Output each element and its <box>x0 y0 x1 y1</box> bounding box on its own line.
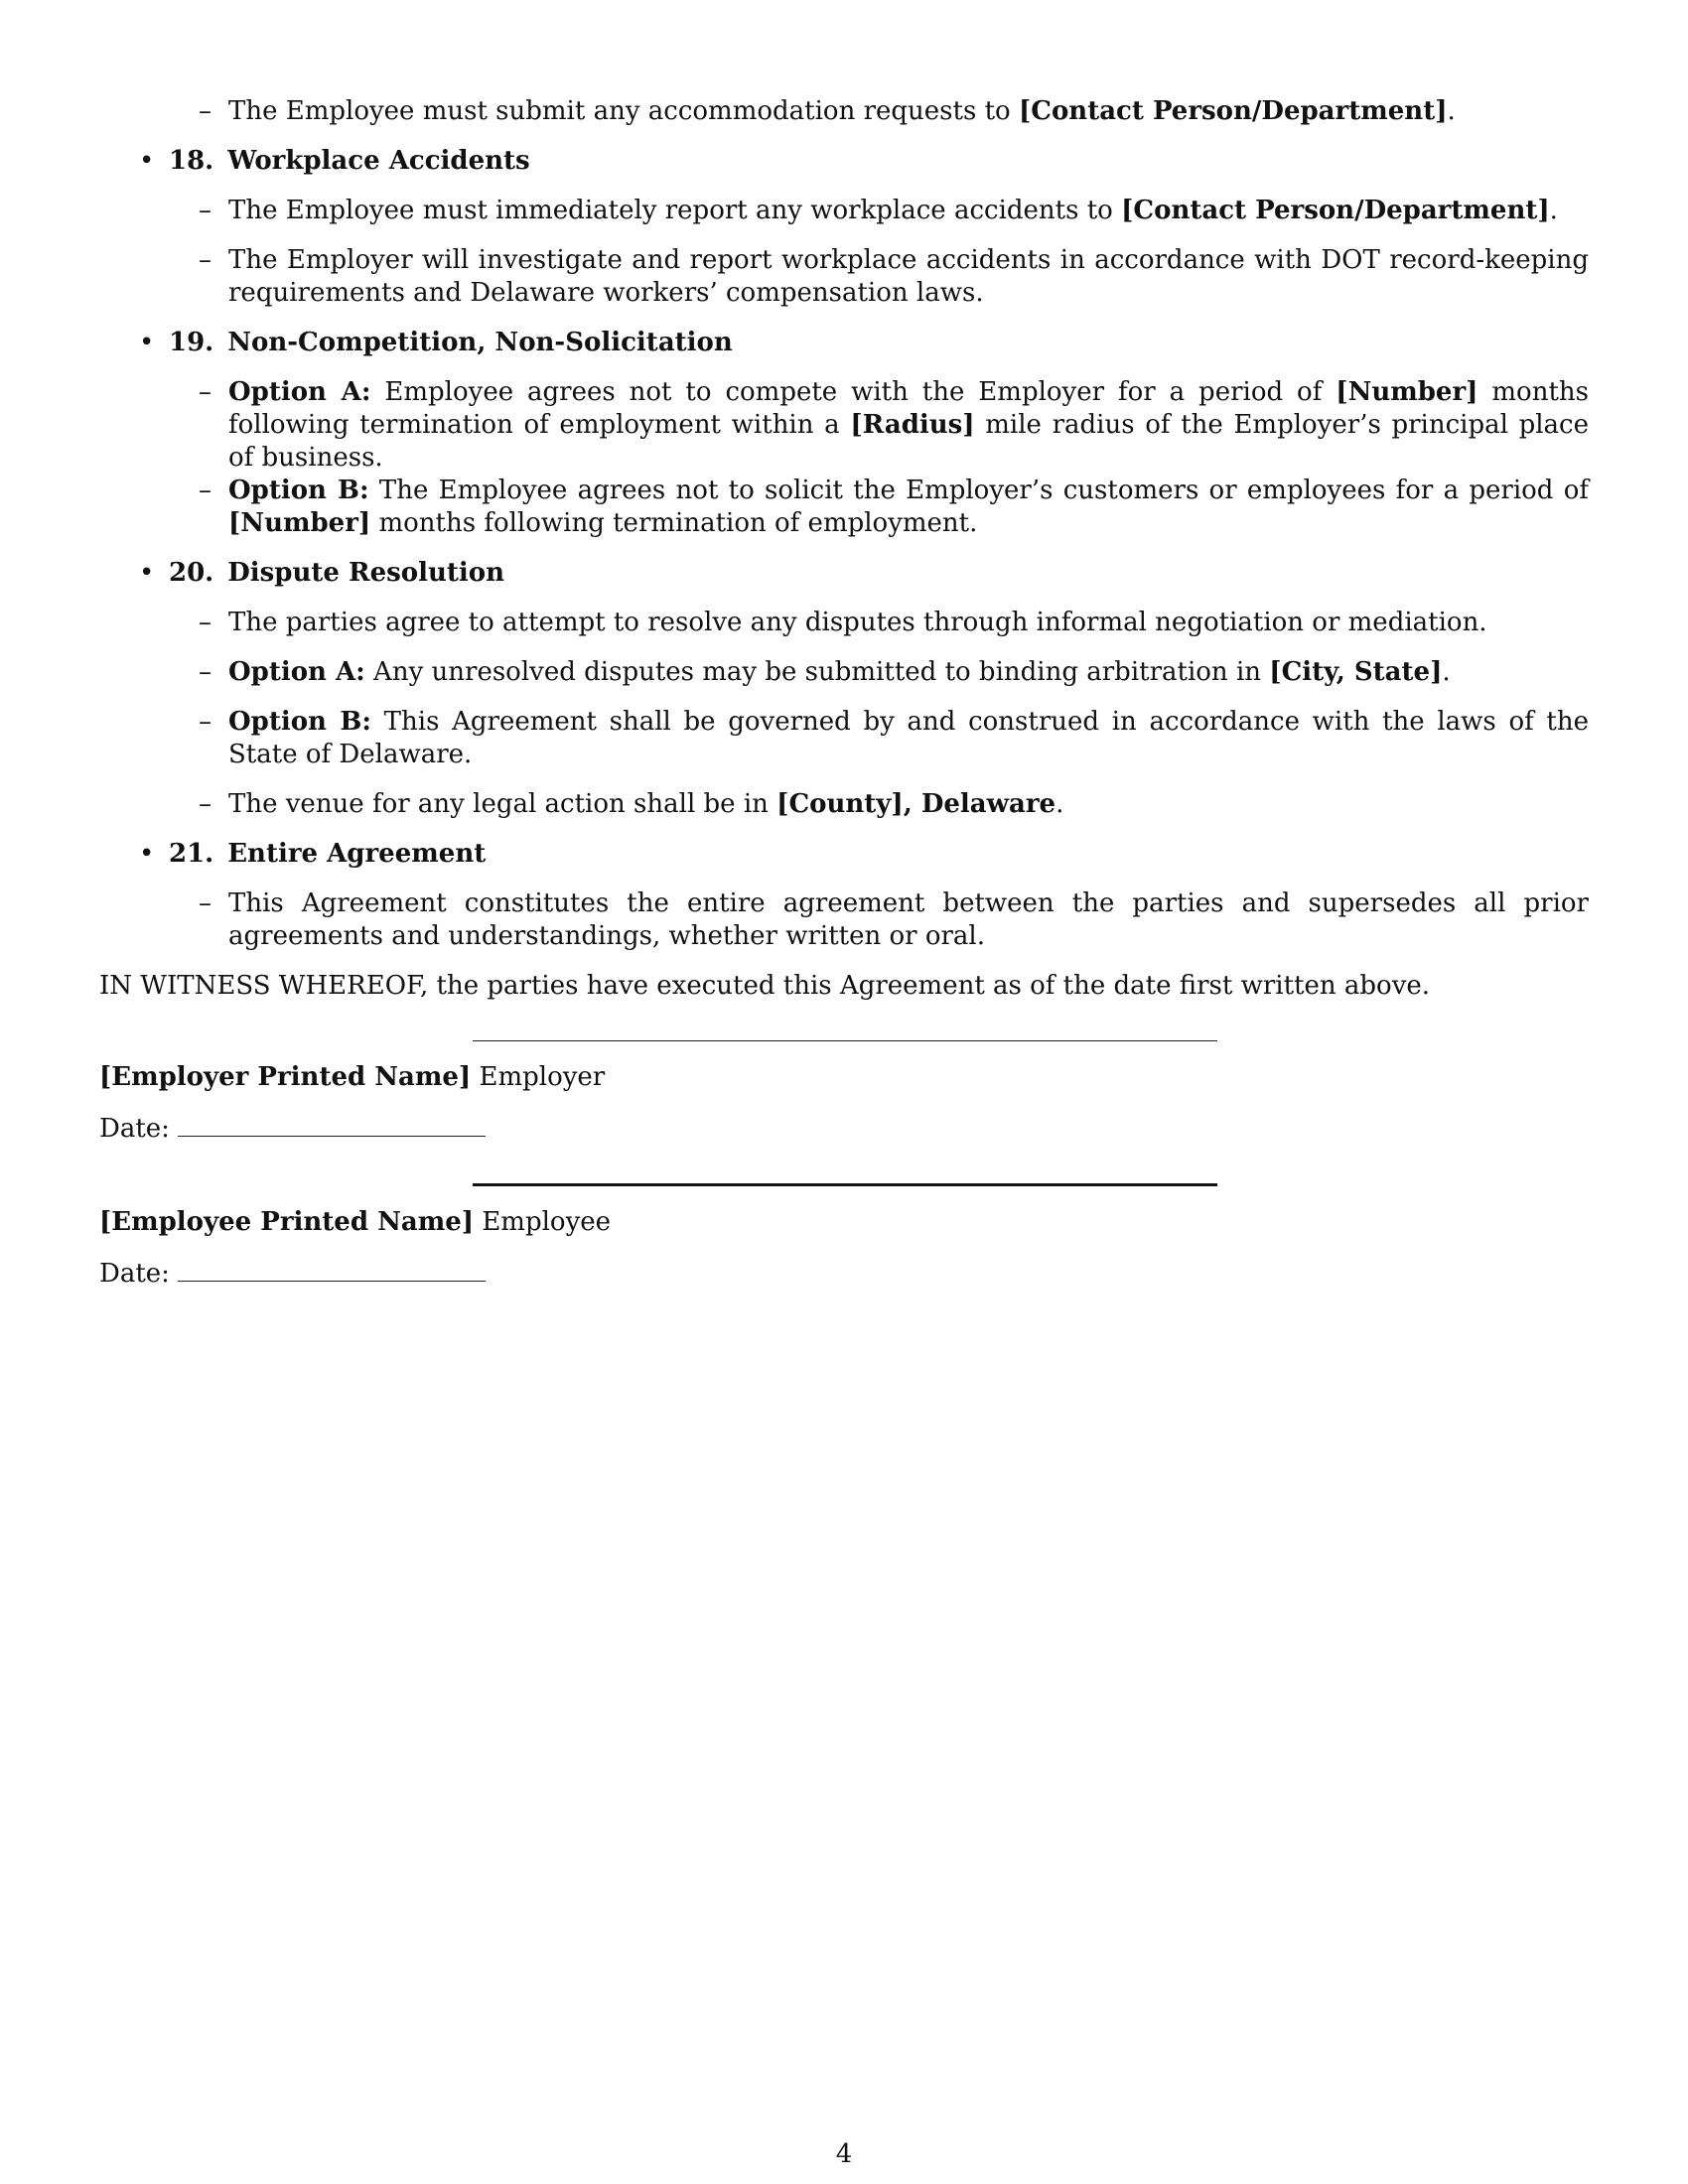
dash-marker: – <box>199 245 211 275</box>
item-text: months following termination of employment. <box>370 508 978 538</box>
witness-statement: IN WITNESS WHEREOF, the parties have executed this Agreement as of the date first written above. <box>99 971 1431 1001</box>
option-label: Option B: <box>228 476 369 505</box>
placeholder-radius: [Radius] <box>850 410 975 440</box>
section-title: Entire Agreement <box>227 839 487 869</box>
item-text: The Employee agrees not to solicit the Employer’s customers or employees for a period of <box>368 476 1589 505</box>
section-number: 19. <box>169 328 214 357</box>
section-title: Dispute Resolution <box>227 558 505 588</box>
item-text: The Employer will investigate and report workplace accidents in accordance with DOT record-keeping requirements and Delaware workers’ compensation laws. <box>228 245 1589 308</box>
accommodation-item <box>199 95 1589 128</box>
date-label: Date: <box>99 1259 170 1289</box>
item-text: Employee agrees not to compete with the Employer for a period of <box>370 377 1336 407</box>
document-page <box>99 95 1589 1291</box>
section-18-heading <box>139 145 1589 178</box>
placeholder-number: [Number] <box>228 508 371 538</box>
bullet-marker: • <box>139 146 155 176</box>
placeholder-contact: [Contact Person/Department] <box>1121 196 1550 225</box>
item-text: This Agreement shall be governed by and construed in accordance with the laws of the State of Delaware. <box>228 707 1589 769</box>
bullet-marker: • <box>139 839 155 869</box>
item-text: . <box>1055 789 1064 819</box>
employee-role: Employee <box>474 1207 612 1237</box>
section-title: Workplace Accidents <box>227 146 530 176</box>
item-text: The parties agree to attempt to resolve any disputes through informal negotiation or mediation. <box>228 608 1487 637</box>
bullet-marker: • <box>139 558 155 588</box>
dash-marker: – <box>199 657 211 687</box>
employer-date-field[interactable] <box>178 1110 486 1137</box>
employer-signature-block <box>99 1061 1589 1094</box>
section-20-item-4 <box>199 788 1589 821</box>
dash-marker: – <box>199 476 211 505</box>
dash-marker: – <box>199 707 211 737</box>
section-18-item-1 <box>199 195 1589 227</box>
item-text: This Agreement constitutes the entire agreement between the parties and supersedes all prior agreements and understandings, whether written or oral. <box>228 888 1589 951</box>
employee-signature-line[interactable] <box>473 1183 1217 1186</box>
placeholder-county: [County], Delaware <box>776 789 1056 819</box>
section-19-heading <box>139 327 1589 359</box>
section-20-heading <box>139 557 1589 590</box>
dash-marker: – <box>199 96 211 126</box>
item-text: . <box>1442 657 1451 687</box>
bullet-marker: • <box>139 328 155 357</box>
item-text: Any unresolved disputes may be submitted to binding arbitration in <box>364 657 1270 687</box>
option-label: Option A: <box>228 377 371 407</box>
section-number: 18. <box>169 146 214 176</box>
item-text: . <box>1447 96 1456 126</box>
option-label: Option B: <box>228 707 371 737</box>
item-text: The Employee must immediately report any workplace accidents to <box>228 196 1122 225</box>
option-label: Option A: <box>228 657 365 687</box>
dash-marker: – <box>199 888 211 918</box>
section-20-item-3 <box>199 706 1589 771</box>
dash-marker: – <box>199 196 211 225</box>
section-21-item-1 <box>199 887 1589 953</box>
item-text: mile radius of the Employer’s principal place of business. <box>228 410 1590 473</box>
employee-signature-block <box>99 1206 1589 1239</box>
placeholder-number: [Number] <box>1336 377 1478 407</box>
employer-date-row <box>99 1110 1589 1146</box>
employer-signature-line[interactable] <box>473 1040 1217 1041</box>
placeholder-city-state: [City, State] <box>1269 657 1443 687</box>
employee-printed-name: [Employee Printed Name] <box>99 1207 475 1237</box>
dash-marker: – <box>199 789 211 819</box>
section-number: 21. <box>169 839 214 869</box>
dash-marker: – <box>199 377 211 407</box>
section-20-item-2 <box>199 656 1589 689</box>
section-title: Non-Competition, Non-Solicitation <box>227 328 733 357</box>
employee-date-row <box>99 1255 1589 1291</box>
employer-printed-name: [Employer Printed Name] <box>99 1062 472 1092</box>
section-21-heading <box>139 838 1589 871</box>
employer-role: Employer <box>471 1062 606 1092</box>
page-number: 4 <box>835 2139 853 2169</box>
section-number: 20. <box>169 558 214 588</box>
date-label: Date: <box>99 1114 170 1144</box>
section-19-item-1 <box>199 376 1590 475</box>
section-18-item-2 <box>199 244 1589 310</box>
item-text: The venue for any legal action shall be in <box>228 789 777 819</box>
section-20-item-1 <box>199 607 1589 639</box>
section-19-item-2 <box>199 475 1589 540</box>
dash-marker: – <box>199 608 211 637</box>
employee-date-field[interactable] <box>178 1255 486 1282</box>
item-text: The Employee must submit any accommodation requests to <box>228 96 1019 126</box>
item-text: months following termination of employment within a <box>228 377 1589 440</box>
item-text: . <box>1549 196 1558 225</box>
placeholder-contact: [Contact Person/Department] <box>1018 96 1448 126</box>
